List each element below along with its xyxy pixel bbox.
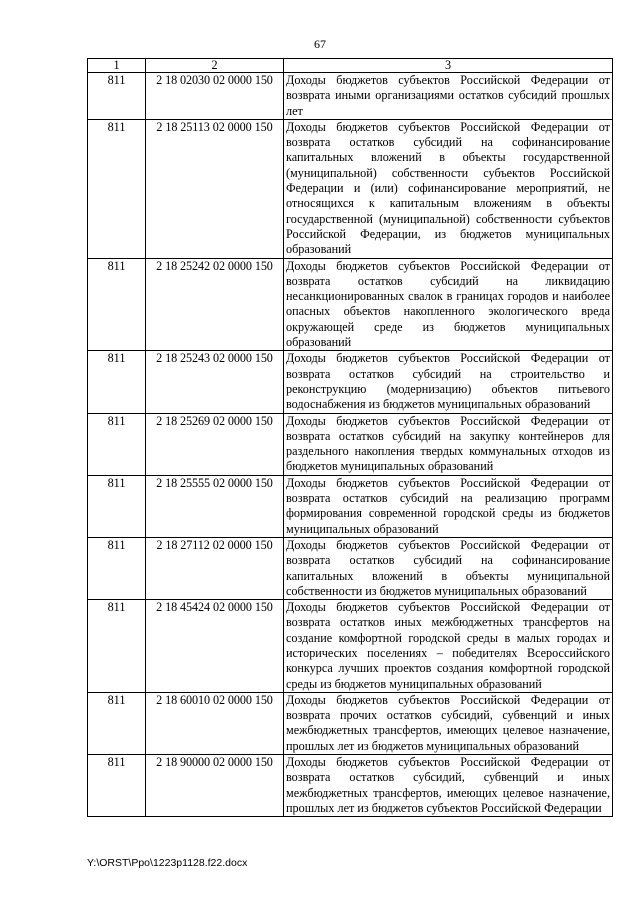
description-cell: Доходы бюджетов субъектов Российской Федерации от возврата остатков субсидий, субвенций и иных межбюджетных трансфертов, имеющих целевое назначение, прошлых лет из бюджетов субъектов Российской Федерации [284,755,613,817]
table-row [88,600,613,693]
description-cell: Доходы бюджетов субъектов Российской Федерации от возврата остатков субсидий на софинансирование капитальных вложений в объекты муниципальной собственности из бюджетов муниципальных образований [284,537,613,599]
budget-revenue-table [87,58,613,817]
description-cell: Доходы бюджетов субъектов Российской Федерации от возврата остатков субсидий на софинансирование капитальных вложений в объекты государственной (муниципальной) собственности субъектов Российской Федерации и (или) софинансирование мероприятий, не относящихся к капитальным вложениям в объекты государственной (муниципальной) собственности субъектов Российской Федерации, из бюджетов муниципальных образований [284,119,613,258]
column-header-3: 3 [284,59,613,73]
admin-code-cell: 811 [88,475,146,537]
description-cell: Доходы бюджетов субъектов Российской Федерации от возврата остатков субсидий на строительство и реконструкцию (модернизацию) объектов питьевого водоснабжения из бюджетов муниципальных образований [284,351,613,413]
table-row [88,73,613,120]
description-cell: Доходы бюджетов субъектов Российской Федерации от возврата остатков субсидий на закупку контейнеров для раздельного накопления твердых коммунальных отходов из бюджетов муниципальных образований [284,413,613,475]
budget-code-cell: 2 18 25555 02 0000 150 [146,475,284,537]
description-cell: Доходы бюджетов субъектов Российской Федерации от возврата остатков субсидий на ликвидацию несанкционированных свалок в границах городов и наиболее опасных объектов накопленного экологического вреда окружающей среде из бюджетов муниципальных образований [284,258,613,351]
budget-code-cell: 2 18 25242 02 0000 150 [146,258,284,351]
budget-code-cell: 2 18 25269 02 0000 150 [146,413,284,475]
description-cell: Доходы бюджетов субъектов Российской Федерации от возврата остатков субсидий на реализацию программ формирования современной городской среды из бюджетов муниципальных образований [284,475,613,537]
description-cell: Доходы бюджетов субъектов Российской Федерации от возврата остатков иных межбюджетных трансфертов на создание комфортной городской среды в малых городах и исторических поселениях – победителях Всероссийского конкурса лучших проектов создания комфортной городской среды из бюджетов муниципальных образований [284,600,613,693]
admin-code-cell: 811 [88,692,146,754]
admin-code-cell: 811 [88,600,146,693]
table-row [88,692,613,754]
budget-code-cell: 2 18 27112 02 0000 150 [146,537,284,599]
document-file-path: Y:\ORST\Ppo\1223p1128.f22.docx [87,857,248,869]
table-row [88,413,613,475]
admin-code-cell: 811 [88,537,146,599]
description-cell: Доходы бюджетов субъектов Российской Федерации от возврата прочих остатков субсидий, субвенций и иных межбюджетных трансфертов, имеющих целевое назначение, прошлых лет из бюджетов муниципальных образований [284,692,613,754]
table-header-row [88,59,613,73]
description-cell: Доходы бюджетов субъектов Российской Федерации от возврата иными организациями остатков субсидий прошлых лет [284,73,613,120]
budget-code-cell: 2 18 25243 02 0000 150 [146,351,284,413]
admin-code-cell: 811 [88,755,146,817]
budget-code-cell: 2 18 02030 02 0000 150 [146,73,284,120]
table-row [88,258,613,351]
table-row [88,351,613,413]
budget-code-cell: 2 18 90000 02 0000 150 [146,755,284,817]
budget-code-cell: 2 18 60010 02 0000 150 [146,692,284,754]
admin-code-cell: 811 [88,119,146,258]
table-row [88,755,613,817]
admin-code-cell: 811 [88,413,146,475]
table-row [88,537,613,599]
admin-code-cell: 811 [88,73,146,120]
page-number: 67 [314,37,326,51]
table-row [88,119,613,258]
admin-code-cell: 811 [88,351,146,413]
column-header-2: 2 [146,59,284,73]
admin-code-cell: 811 [88,258,146,351]
table-row [88,475,613,537]
column-header-1: 1 [88,59,146,73]
budget-code-cell: 2 18 25113 02 0000 150 [146,119,284,258]
budget-code-cell: 2 18 45424 02 0000 150 [146,600,284,693]
